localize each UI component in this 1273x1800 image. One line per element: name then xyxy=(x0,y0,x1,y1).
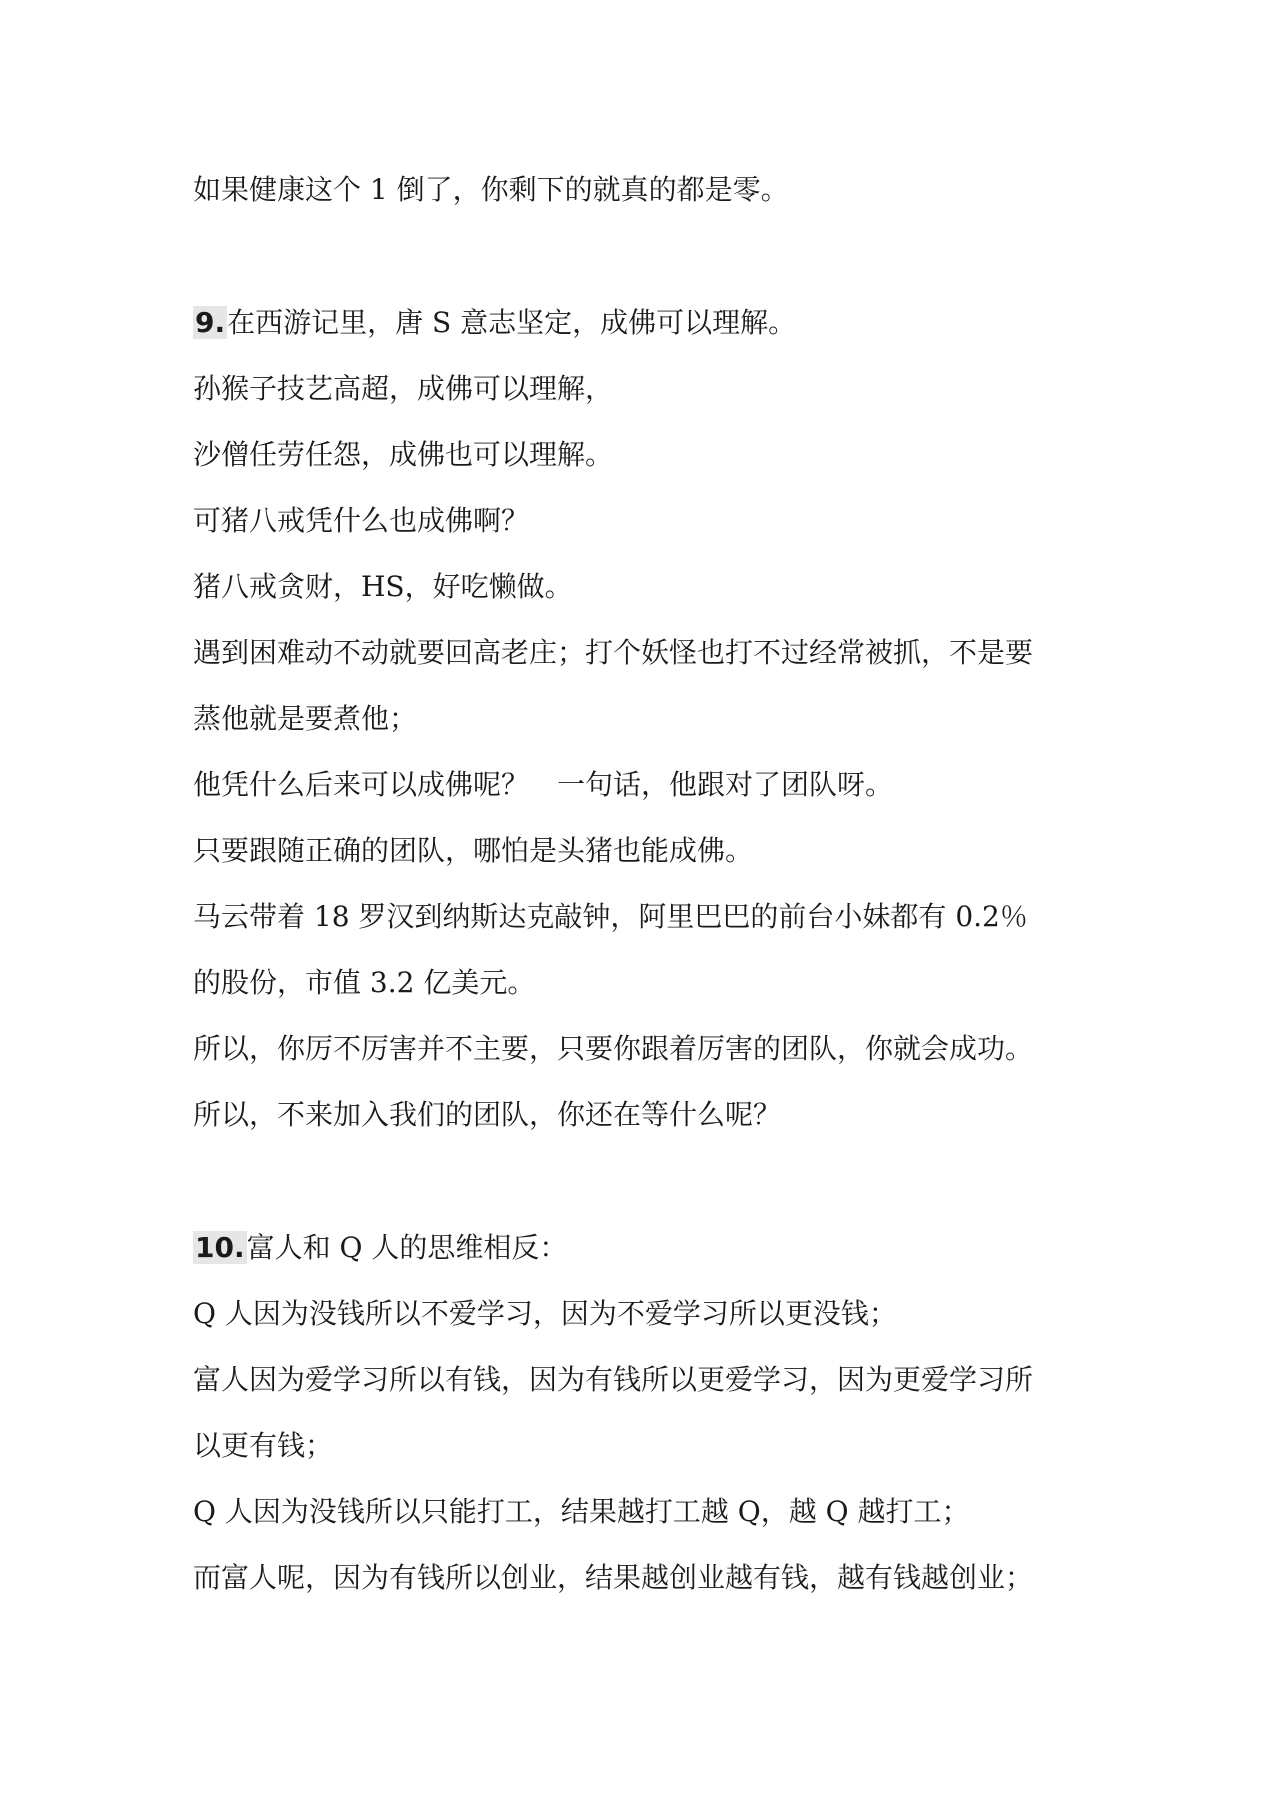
section-number: 10. xyxy=(195,1231,245,1264)
text-line: 的股份，市值 3.2 亿美元。 xyxy=(193,966,536,999)
text-line: 只要跟随正确的团队，哪怕是头猪也能成佛。 xyxy=(193,834,754,867)
text-line: 遇到困难动不动就要回高老庄；打个妖怪也打不过经常被抓，不是要 xyxy=(193,636,1034,669)
text-line: 他凭什么后来可以成佛呢？ 一句话，他跟对了团队呀。 xyxy=(193,768,894,801)
text-line: 所以，不来加入我们的团队，你还在等什么呢？ xyxy=(193,1098,782,1131)
text-line: 马云带着 18 罗汉到纳斯达克敲钟，阿里巴巴的前台小妹都有 0.2％ xyxy=(193,900,1028,933)
section-10-heading xyxy=(193,1228,1123,1268)
text-line: 猪八戒贪财，HS，好吃懒做。 xyxy=(193,570,573,603)
section-9-heading xyxy=(193,303,1123,343)
section-number: 9. xyxy=(195,306,226,339)
text-line: Q 人因为没钱所以只能打工，结果越打工越 Q，越 Q 越打工； xyxy=(193,1495,970,1528)
text-line: 孙猴子技艺高超，成佛可以理解， xyxy=(193,372,614,405)
text-line: 蒸他就是要煮他； xyxy=(193,702,418,735)
text-line: 沙僧任劳任怨，成佛也可以理解。 xyxy=(193,438,614,471)
section-heading-text: 富人和 Q 人的思维相反： xyxy=(246,1231,568,1264)
text-line: 所以，你厉不厉害并不主要，只要你跟着厉害的团队，你就会成功。 xyxy=(193,1032,1034,1065)
text-line: Q 人因为没钱所以不爱学习，因为不爱学习所以更没钱； xyxy=(193,1297,897,1330)
text-line: 富人因为爱学习所以有钱，因为有钱所以更爱学习，因为更爱学习所 xyxy=(193,1363,1034,1396)
section-heading-text: 在西游记里，唐 S 意志坚定，成佛可以理解。 xyxy=(227,306,797,339)
text-line: 而富人呢，因为有钱所以创业，结果越创业越有钱，越有钱越创业； xyxy=(193,1561,1034,1594)
text-line: 以更有钱； xyxy=(193,1429,334,1462)
text-line: 可猪八戒凭什么也成佛啊？ xyxy=(193,504,530,537)
text-line: 如果健康这个 1 倒了，你剩下的就真的都是零。 xyxy=(193,173,789,206)
